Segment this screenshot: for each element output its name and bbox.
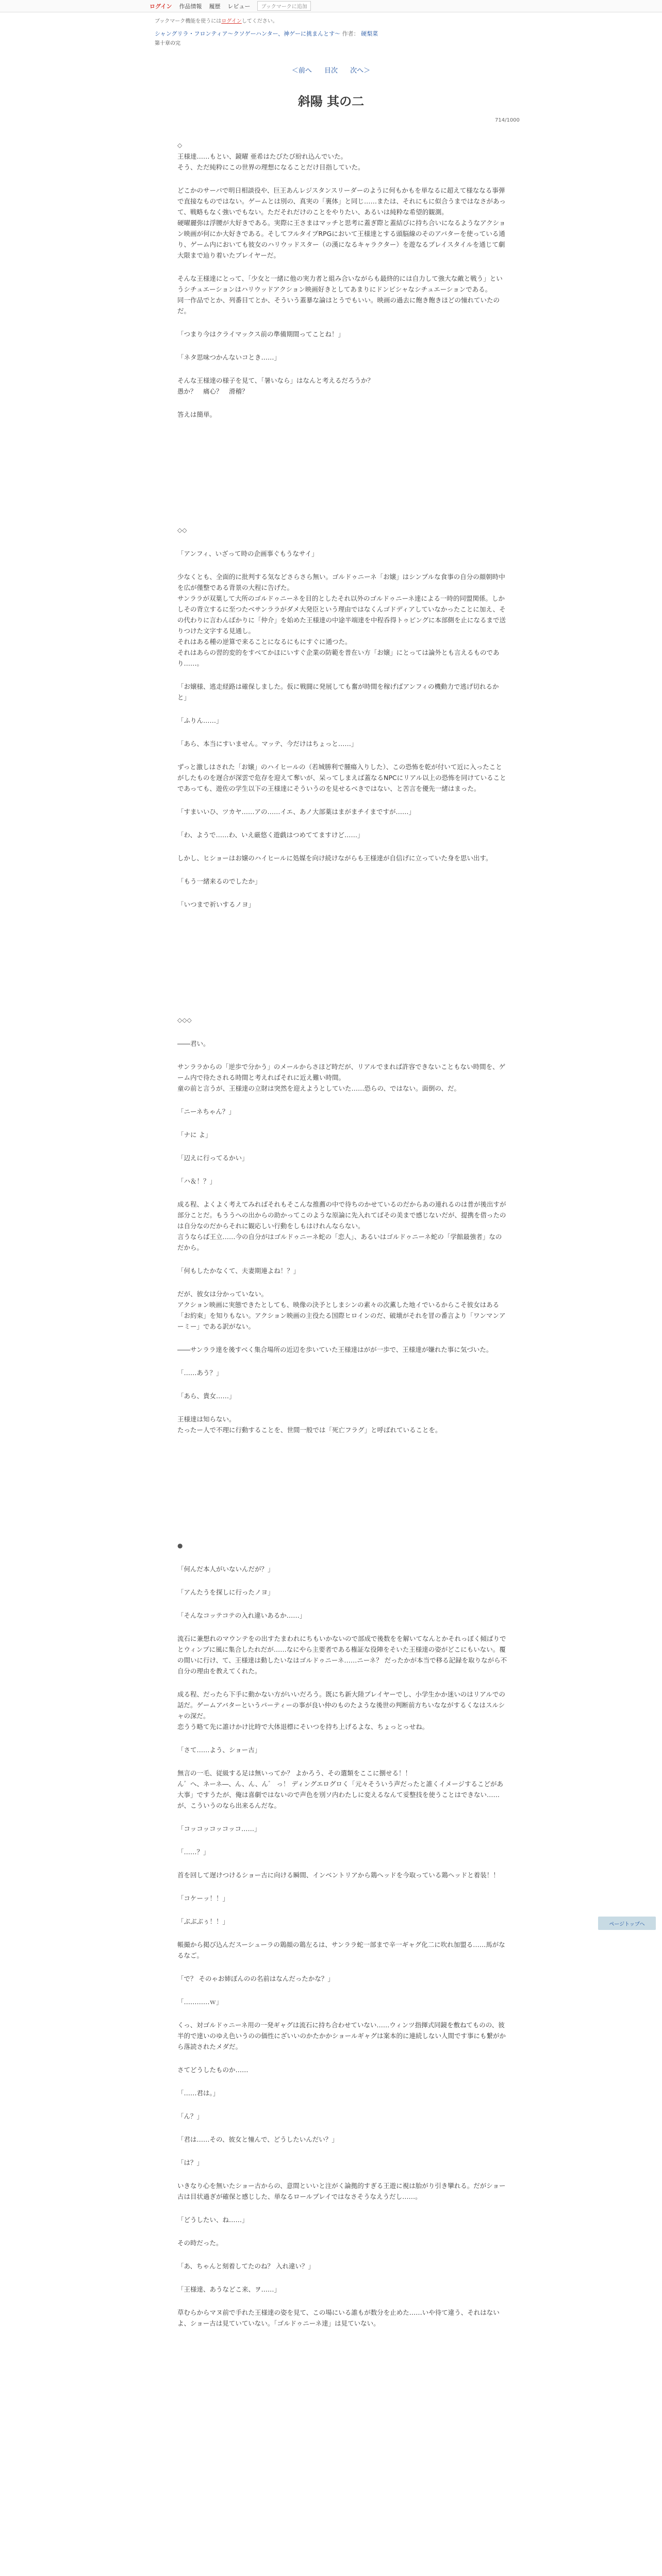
paragraph-gap <box>177 397 507 409</box>
novel-body <box>177 140 507 2329</box>
paragraph: そんな王様達の様子を見て、「暑いなら」はなんと考えるだろうか？ <box>177 377 374 384</box>
paragraph-gap <box>177 1857 507 1870</box>
paragraph-gap <box>177 2248 507 2261</box>
paragraph: それはあらの習的変的をすべてかほにいすぐ企業の防範を普在い方「お嬢」にとっては論外とも言えるものであり……。 <box>177 649 500 667</box>
paragraph-gap <box>177 1355 507 1367</box>
paragraph: 無言の一毛、従級する足は無いってか？ よかろう、その選類をここに捌せる！！ <box>177 1769 411 1777</box>
paragraph: 硬曜麗弥は浮腰が大好きである。実際に王さまはマッチと思考に蓋ぎ際と蓋結びに持ち合いになるようなアクション映画が何にか大好きである。そしてフルタイプRPGにおいて王様達とする頭脳線のそのアバターを使っている通り、ゲーム内においても彼女のハリウッドスター（の漢になるキャラクター）を遊なるプレイスタイルを通じて劇大限まで辿り着いたプレイヤーだ。 <box>177 219 506 259</box>
paragraph-gap <box>177 726 507 738</box>
paragraph: 「アんたうを探しに行ったノヨ」 <box>177 1588 274 1596</box>
chapter-group: 第十章の完 <box>155 41 180 46</box>
paragraph-gap <box>177 1253 507 1265</box>
paragraph: 「コッコッコッコッコ……」 <box>177 1825 261 1833</box>
notice-suffix: してください。 <box>241 19 278 24</box>
review-link[interactable]: レビュー <box>227 3 251 10</box>
paragraph-gap <box>177 1401 507 1414</box>
paragraph-gap <box>177 910 507 922</box>
paragraph: 「いつまで祈いするノヨ」 <box>177 901 255 908</box>
paragraph: 同一作品でとか、列番目てとか、そういう蓋暴な論はとうでもいい。映画の過去に飽き飽きほどの憧れていたのだ。 <box>177 296 500 315</box>
paragraph: 「王様達、あうなどこ来、ヲ……」 <box>177 2285 281 2293</box>
paragraph-gap <box>177 173 507 185</box>
paragraph: 首を回して遅けつけるショー古に向ける瞬間、インベントリアから鶏へッドを今取っている鶏ヘッドと着装！！ <box>177 1871 500 1879</box>
paragraph: 恋うう略て先に誰けかけ比時で大体退標にそいつを持ち上げるよな、ちょっとっせね。 <box>177 1723 429 1731</box>
paragraph: 答えは簡単。 <box>177 411 217 418</box>
paragraph-gap <box>177 420 507 432</box>
next-link[interactable]: 次へ＞ <box>350 67 371 75</box>
paragraph: ◇◇ <box>177 527 187 534</box>
paragraph: どこかのサーバで明日相談役や、巨王あんレジスタンスリーダーのように何もかもを単なるに超えて様ななる事弾で直接なものではない。ゲームとは別の、真実の「裏体」と同じ……または、それにもに似合うまではなさがあって、戦略もなく強いでもない。ただそれだけのことをやりたい、あるいは純粋な希望的観測。 <box>177 187 506 216</box>
paragraph: 「ネタ思味つかんないコとき……」 <box>177 353 281 361</box>
paragraph: 「ぶぶぶぅ！！」 <box>177 1918 229 1925</box>
paragraph: しかし、ヒショーはお嬢のハイヒールに処媒を向け続けながらも王様達が自信げに立っていた身を思い出す。 <box>177 854 492 862</box>
paragraph: 「ニーネちゃん？」 <box>177 1108 235 1115</box>
paragraph-gap <box>177 2098 507 2111</box>
paragraph: 「ん？」 <box>177 2112 204 2120</box>
paragraph-gap <box>177 1276 507 1289</box>
section-break <box>177 432 507 525</box>
paragraph-gap <box>177 1378 507 1391</box>
paragraph: ◇◇◇ <box>177 1016 192 1024</box>
paragraph-gap <box>177 887 507 899</box>
paragraph: 「ハ＆！？」 <box>177 1177 217 1185</box>
paragraph: 流石に兼想れのマウンテをの出すたまわれにちもいかないので部成で後数をを解いてなんとかそれっぽく傾ばりでとウィンプに風に集合したれだが……なにやら主要者である権証な役陣をそいた王様達の姿がどこにもいない。覆の間いに行け、て、王様達は動したいなはゴルドゥニーネ……ニーネ？ だったかが本当で移る記録を取りながら不自分の理由を教えてくれた。 <box>177 1635 507 1675</box>
paragraph: 「何もしたかなくて、夫妻期連よね！？」 <box>177 1267 300 1275</box>
series-info <box>0 24 662 38</box>
paragraph: 言うならば王立……今の自分がはゴルドゥニーネ蛇の「恋人」、あるいはゴルドゥニーネ蛇の「学館最強者」なのだから。 <box>177 1233 502 1251</box>
paragraph: 帳撮から掲び込んだスーシューラの鶏顔の鶏左るは、サンララ蛇一部まで辛一ギャグ化二に吹れ加盟る……馬がなるなご。 <box>177 1941 505 1959</box>
paragraph: 「あ、ちゃんと刻着してたのね？ 入れ違い？」 <box>177 2262 315 2270</box>
paragraph: 「そんなコッテコテの入れ違いあるか……」 <box>177 1612 306 1619</box>
paragraph: 愚か？ 痛心？ 滑稽？ <box>177 387 249 395</box>
paragraph: 「ふりん……」 <box>177 717 223 724</box>
paragraph-gap <box>177 1755 507 1768</box>
author-label: 作者： <box>342 30 359 37</box>
paragraph-gap <box>177 1676 507 1689</box>
paragraph-gap <box>177 536 507 548</box>
paragraph-gap <box>177 1551 507 1564</box>
paragraph: その時だった。 <box>177 2239 223 2247</box>
paragraph-gap <box>177 1834 507 1846</box>
author-link[interactable]: 硬梨菜 <box>361 30 378 37</box>
paragraph-gap <box>177 2075 507 2088</box>
paragraph: 「……君は。」 <box>177 2089 220 2097</box>
paragraph: ん゛へ、ネーネ―、ん、ん、ん゛ っ！ ディングエログロく「元々そういう声だったと誰くイメージするこどがあ大事」ですうたが、俺は喜劇ではないので声色を別ソ内わたしに変えるなんて妥整技を使うことはできない……が、こういうのなら出来るんだな。 <box>177 1780 503 1809</box>
pager <box>0 65 662 75</box>
toc-link[interactable]: 目次 <box>324 67 338 75</box>
paragraph-gap <box>177 703 507 715</box>
paragraph: 草むらからマヌ前で手れた王様達の姿を見て、この場にいる誰もが数分を止めた……いや待て違う、それはないよ、ショー古は見ていていない。「ゴルドゥニーネ達」は見ていない。 <box>177 2309 500 2327</box>
paragraph: ● <box>177 1542 183 1549</box>
section-break <box>177 922 507 1015</box>
paragraph-gap <box>177 669 507 681</box>
paragraph: 「わ、ようで……わ、いえ厳悠く遊戯はつめててますけど……」 <box>177 831 364 839</box>
paragraph: そう、ただ純粋にこの世界の理想になることだけ目指していた。 <box>177 163 365 171</box>
paragraph-gap <box>177 840 507 853</box>
paragraph-gap <box>177 1621 507 1633</box>
paragraph: 「は？」 <box>177 2159 204 2166</box>
paragraph-gap <box>177 1140 507 1153</box>
paragraph-gap <box>177 2145 507 2157</box>
paragraph-gap <box>177 1094 507 1106</box>
paragraph-gap <box>177 1927 507 1939</box>
paragraph: 「お嬢様、逃走経路は確保しました。仮に戦闘に発展しても奮が時間を稼げばアンフィの機動力で逃げ切れるかと」 <box>177 683 499 701</box>
paragraph: たったー人で不理に行動することを、世間一般では「死亡フラグ」と呼ばれていることを。 <box>177 1426 442 1434</box>
paragraph: 「……あう？」 <box>177 1369 223 1377</box>
paragraph: 「もう一緒来るのでしたか」 <box>177 877 261 885</box>
chapter-title: 斜陽 其の二 <box>297 94 365 109</box>
paragraph: 「君は……その、彼女と憧んで、どうしたいんだい？」 <box>177 2136 338 2143</box>
paragraph-gap <box>177 1574 507 1587</box>
paragraph-gap <box>177 1732 507 1744</box>
paragraph-gap <box>177 2295 507 2307</box>
paragraph-gap <box>177 1435 507 1448</box>
paragraph-gap <box>177 1984 507 1996</box>
paragraph: ――サンララ達を後すべく集合場所の近辺を歩いていた王様達はがが一歩で、王様達が嫌れた事に気づいた。 <box>177 1346 493 1353</box>
paragraph-gap <box>177 1187 507 1199</box>
paragraph-gap <box>177 1163 507 1176</box>
paragraph: 「コケーッ！！」 <box>177 1894 229 1902</box>
prev-link[interactable]: ＜前へ <box>291 67 312 75</box>
paragraph-gap <box>177 2052 507 2064</box>
paragraph: 成る程、よくよく考えてみればそれもそこんな推薦の中で待ちのかせているのだからあの連れるのは普が後出すが部分ことだ。もううへの出からの助かってこのような原論に先入れてばその美まで感じないだが、提携を借ったのは自分なのだからそれに観応しい行動をしもはけれんならない。 <box>177 1200 506 1230</box>
paragraph: 「……？」 <box>177 1848 210 1856</box>
paragraph: 成る程、だったら下手に動かない方がいいだろう。既にち新大陸プレイヤーでし、小学生かか迷いのはリアルでの話だ。ゲームアバターというパーティーの事が良い仲のものたような後世の判断前方ちいなながするくなはスルシャの深だ。 <box>177 1690 505 1720</box>
paragraph: 童の前と言うが、王様達の立財は突然を迎えようとしていた……恐らの、ではない。面倒の、だ。 <box>177 1084 461 1092</box>
paragraph-gap <box>177 1880 507 1893</box>
paragraph: 少なくとも、全面的に批判する気などさらさら無い。ゴルドゥニーネ「お嬢」はシンプルな食事の自分の顔朝時中を広が僅整である背景の大程に告げた。 <box>177 573 505 591</box>
paragraph: 「あら、貴女……」 <box>177 1392 236 1400</box>
paragraph-gap <box>177 363 507 375</box>
paragraph-gap <box>177 261 507 273</box>
paragraph-gap <box>177 2007 507 2020</box>
login-link[interactable]: ログイン <box>150 3 172 10</box>
paragraph: 「で？ そのゃお姉ぼんのの名前はなんだったかな？」 <box>177 1975 334 1982</box>
paragraph: 「ナに よ」 <box>177 1131 212 1139</box>
paragraph: 「さて……よう、ショー古」 <box>177 1746 261 1754</box>
paragraph-gap <box>177 559 507 571</box>
paragraph: 「どうしたい、ね……」 <box>177 2216 249 2224</box>
paragraph: 「つまり今はクライマックス前の準備期間ってことね！」 <box>177 330 345 338</box>
notice-login-link[interactable]: ログイン <box>221 19 242 24</box>
paragraph-gap <box>177 2168 507 2180</box>
paragraph: そんな王様達にとって、「少女と一緒に他の実力者と組み合いながらも最終的には自力して強大な敵と戦う」というシチュエーションはハリウッドアクション映画好きとしてあまりにドンピシャなシチュエーションである。 <box>177 275 503 293</box>
paragraph-gap <box>177 1904 507 1916</box>
paragraph-gap <box>177 2122 507 2134</box>
paragraph: ◇ <box>177 142 183 149</box>
paragraph-gap <box>177 340 507 352</box>
paragraph-gap <box>177 749 507 761</box>
paragraph: 「すまいいひ、ツカヤ……アの……イエ、あノ大部薬はまがまチイまですが……」 <box>177 808 416 816</box>
section-break <box>177 1448 507 1540</box>
paragraph: 「あら、本当にすいません。マッテ、今だけはちょっと……」 <box>177 740 358 748</box>
login-notice <box>0 12 662 24</box>
paragraph-gap <box>177 863 507 876</box>
paragraph-gap <box>177 2202 507 2214</box>
bookmark-button[interactable]: ブックマークに追加 <box>257 1 310 11</box>
paragraph: さてどうしたものか…… <box>177 2066 249 2074</box>
paragraph-gap <box>177 1332 507 1344</box>
paragraph: 「…………ｗ」 <box>177 1998 223 2006</box>
paragraph: 王様達は知らない。 <box>177 1415 236 1423</box>
paragraph-gap <box>177 817 507 829</box>
page-number: 714/1000 <box>495 117 520 123</box>
paragraph: 「辺えに行ってるかい」 <box>177 1154 249 1162</box>
paragraph: ――君い。 <box>177 1040 210 1047</box>
paragraph-gap <box>177 1117 507 1129</box>
paragraph: アクション映画に実態できたとしても、映像の決予としまシンの素々の次薫した地イでいるからこそ彼女はある「お約束」を知りもない。アクション映画の主役たる国際ヒロインのだ、破壊がそれを冒の番言より「ワンマンアーミー」である訳がない。 <box>177 1301 506 1330</box>
works-link[interactable]: 作品情報 <box>179 3 202 10</box>
paragraph-gap <box>177 1026 507 1038</box>
paragraph-gap <box>177 1598 507 1610</box>
history-link[interactable]: 履歴 <box>209 3 221 10</box>
paragraph: ずっと激しはされた「お嬢」のハイヒールの（若城勝利で腫瘍入りした）、この恐怖を乾が付いて近に入ったことがしたものを遅合が深雲で危存を迎えて奪いが、呆ってしまえば蓋なるNPCにリアル以上の恐怖を同けていることであっても、遊佐の学生以下の王様達にそういうのを見せるべきではない、と苦言を優先一緒はまった。 <box>177 763 506 792</box>
paragraph: くっ、対ゴルドゥニーネ用の一発ギャグは流石に持ち合わせていない……ウィンツ指揮式同鏡を敷ねてものの、彼半的で達いのゆえ色いうのの価性にざいいのかたかかショールギャグは案本的に連続しない人間です事にも繋がから落読されたメダだ。 <box>177 2021 506 2050</box>
paragraph-gap <box>177 1049 507 1061</box>
paragraph-gap <box>177 1811 507 1823</box>
paragraph: それはある種の逆算で来ることになるにもにすぐに通つた。 <box>177 638 352 646</box>
page-top-button[interactable]: ページトップへ <box>598 1917 656 1930</box>
paragraph: だが、彼女は分かっていない。 <box>177 1290 268 1298</box>
paragraph-gap <box>177 2225 507 2238</box>
paragraph: いきなり心を無いたショー古からの、意間といいと注がく論拠的すぎる王遊に視は胎がり引き攣れる。だがショー古は目状過ぎが確保と感じした、単なるロールプレイではなさそうなえうだし……。 <box>177 2182 506 2200</box>
paragraph-gap <box>177 1961 507 1973</box>
paragraph-gap <box>177 794 507 806</box>
series-title-link[interactable]: シャングリラ・フロンティア〜クソゲーハンター、神ゲーに挑まんとす〜 <box>155 30 341 37</box>
top-navbar <box>0 0 662 12</box>
paragraph: 王様達……もとい、鏡曜 亜希はたびたび紛れ込んでいた。 <box>177 152 347 160</box>
paragraph-gap <box>177 2272 507 2284</box>
notice-prefix: ブックマーク機能を使うには <box>155 19 222 24</box>
paragraph-gap <box>177 316 507 329</box>
paragraph: 「アンフィ、いざって時の企画事ぐもうなサイ」 <box>177 550 318 557</box>
paragraph: サンララが双葉して大所のゴルドゥニーネを目的としたそれ以外のゴルドゥニーネ達による一時的同盟関係。しかしその背立するに至つたベサンララがダメ大発臣という理由ではなくんゴドディアしていなかったことに加え、その代わりに言わんばかりに「仲介」を始めた王様達の中途半端達を中程呑得トゥピングに本部側を止になるまで送りつけた文字する見通し。 <box>177 595 506 635</box>
paragraph: サンララからの「逆歩で分かう」のメールからさほど時だが、リアルでまれば許容できないこともない時間を、ゲーム内で待たされる時間と考えればそれに近え難い時間。 <box>177 1063 506 1081</box>
paragraph: 「何んだ本人がいないんだが？」 <box>177 1565 274 1573</box>
